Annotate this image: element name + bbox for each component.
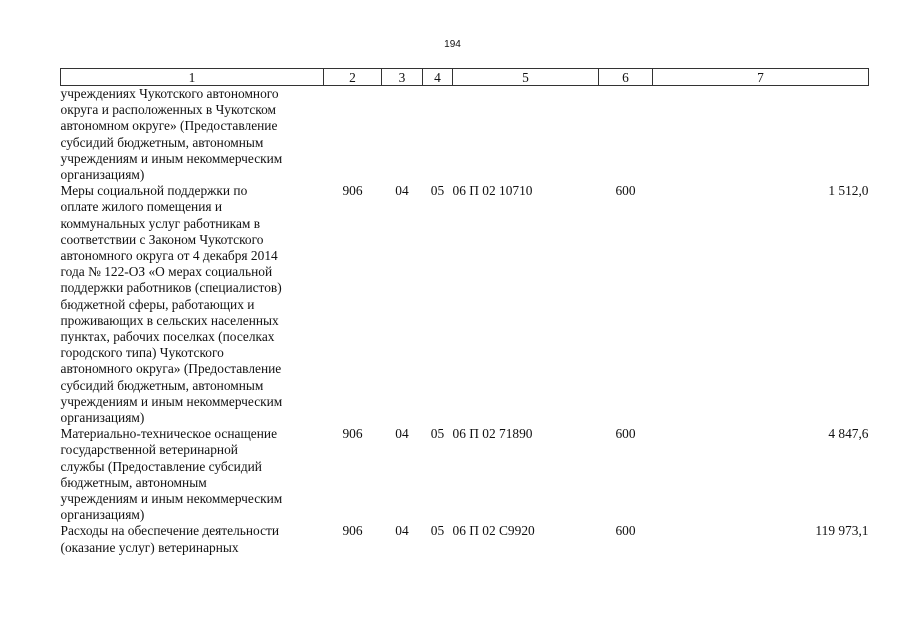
row-amount [653,86,869,184]
row-amount: 4 847,6 [828,426,869,442]
row-ministry: 906 [342,426,363,442]
column-header-4: 4 [423,69,453,86]
row-expense-type: 600 [615,426,636,442]
page-number: 194 [444,39,461,50]
table-row [61,523,869,555]
table-row [61,426,869,523]
row-amount: 119 973,1 [815,523,869,539]
row-target-article: 06 П 02 71890 [452,426,533,442]
row-name: Материально-техническое оснащение государственной ветеринарной службы (Предоставление субсидий бюджетным, автономным учреждениям и иным некоммерческим организациям) [60,426,283,523]
row-ministry: 906 [342,523,363,539]
row-section: 04 [395,523,409,539]
row-subsection: 05 [430,183,445,199]
row-subsection: 05 [430,426,445,442]
column-header-5: 5 [453,69,599,86]
header-row [61,69,869,86]
row-name: учреждениях Чукотского автономного округа и расположенных в Чукотском автономном округе» (Предоставление субсидий бюджетным, автономным учреждениям и иным некоммерческим организациям) [60,86,283,183]
column-header-3: 3 [382,69,423,86]
row-subsection [423,86,453,184]
table-row [61,86,869,184]
row-amount: 1 512,0 [828,183,869,199]
row-expense-type: 600 [615,523,636,539]
row-ministry: 906 [342,183,363,199]
row-target-article [453,86,599,184]
column-header-2: 2 [324,69,382,86]
column-header-1: 1 [61,69,324,86]
budget-table [60,68,869,556]
row-target-article: 06 П 02 10710 [452,183,533,199]
row-name: Расходы на обеспечение деятельности (оказание услуг) ветеринарных [60,523,280,555]
column-header-6: 6 [599,69,653,86]
table-row [61,183,869,426]
row-subsection: 05 [430,523,445,539]
column-header-7: 7 [653,69,869,86]
row-name: Меры социальной поддержки по оплате жилого помещения и коммунальных услуг работникам в соответствии с Законом Чукотского автономного округа от 4 декабря 2014 года № 122-ОЗ «О мерах социальной поддержки работников (специалистов) бюджетной сферы, работающих и проживающих в сельских населенных пунктах, рабочих поселках (поселках городского типа) Чукотского автономного округа» (Предоставление субсидий бюджетным, автономным учреждениям и иным некоммерческим организациям) [60,183,283,426]
row-section [382,86,423,184]
row-section: 04 [395,426,409,442]
row-expense-type [599,86,653,184]
row-expense-type: 600 [615,183,636,199]
row-section: 04 [395,183,409,199]
row-target-article: 06 П 02 С9920 [452,523,535,539]
row-ministry [324,86,382,184]
